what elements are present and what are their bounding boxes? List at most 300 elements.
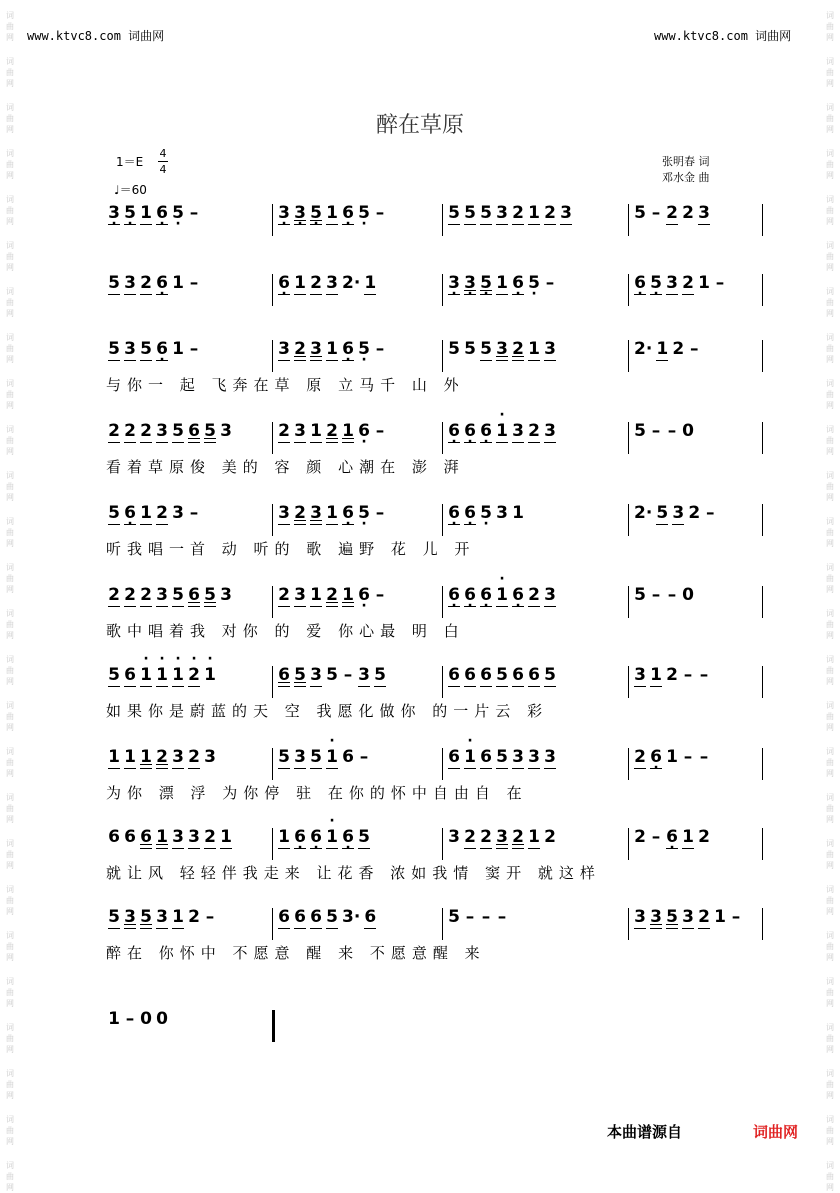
watermark-glyph: 词 曲 网 [826,793,834,824]
watermark-glyph: 词 曲 网 [826,885,834,916]
note: 2 [544,203,556,223]
note: · 6 [358,420,370,442]
note: 1 [108,1009,120,1029]
watermark-glyph: 词 曲 网 [6,333,14,364]
note: · 1 [172,664,184,686]
watermark-glyph: 词 曲 网 [826,517,834,548]
note: 3 [512,747,524,767]
note: · 5 [480,272,492,294]
note: 5 [448,339,460,359]
note: 3 [156,585,168,605]
watermark-glyph: 词 曲 网 [6,701,14,732]
barline [442,586,443,618]
note: 5 [108,273,120,293]
note: 3 [496,827,508,847]
note: 1 [172,273,184,293]
note: 1 [326,339,338,359]
barline [628,204,629,236]
note: – [706,503,715,523]
note: – [189,203,199,223]
note: 2 [204,827,216,847]
barline [272,422,273,454]
time-signature-top: 4 [159,147,167,160]
note: · 6 [512,584,524,606]
note: 3 [326,273,338,293]
note: · 1 [140,664,152,686]
measure [108,746,220,782]
note: 3 [650,907,662,927]
note: 3 [156,907,168,927]
note: 5 [172,585,184,605]
note: 6 [294,907,306,927]
note: · 6 [512,272,524,294]
watermark-glyph: 词 曲 网 [826,471,834,502]
note: 1 [278,827,290,847]
note: · 6 [358,584,370,606]
measure [634,502,720,538]
measure [278,420,390,456]
note: 1 [342,585,354,605]
watermark-glyph: 词 曲 网 [6,931,14,962]
footer-brand-link[interactable]: 词曲网 [753,1123,799,1141]
note: 2 [124,421,136,441]
watermark-glyph: 词 曲 网 [6,1115,14,1146]
note: · 5 [480,502,492,524]
note: – [731,907,741,927]
measure [108,338,204,374]
measure [278,746,374,782]
note: 3 [544,747,556,767]
note: · 3 [464,272,476,294]
watermark-glyph: 词 曲 网 [826,931,834,962]
watermark-glyph: 词 曲 网 [6,517,14,548]
note: 1 [666,747,678,767]
header-site[interactable]: 词曲网 [128,29,165,43]
note: · 6 [156,272,168,294]
note: – [699,747,709,767]
note: · 3 [278,202,290,224]
note: · 2 [188,664,200,686]
note: – [359,747,369,767]
barline [272,1010,275,1042]
barline [628,666,629,698]
note: 5 [634,203,646,223]
note: 5 [204,585,216,605]
score-row [104,1008,770,1078]
note: 2 [108,421,120,441]
note: · 6 [448,502,460,524]
note: 3 [294,747,306,767]
note: 0 [156,1009,168,1029]
watermark-glyph: 词 曲 网 [826,11,834,42]
note: 5 [108,665,120,685]
score-row [104,826,770,896]
note: – [375,503,385,523]
note: 1 [172,907,184,927]
note: 2 [464,827,476,847]
lyrics-line: 为你 漂 浮 为你停 驻 在你的怀中自由自 在 [106,784,528,802]
note: 2· [634,339,653,359]
note: – [667,585,677,605]
left-watermark-strip [0,0,20,1192]
header-url[interactable]: www.ktvc8.com [27,29,121,43]
note: · 6 [310,826,322,848]
right-watermark-strip [820,0,840,1192]
barline [442,828,443,860]
note: · 6 [342,338,354,360]
score-row [104,420,770,490]
measure [448,202,576,238]
note: 6 [124,827,136,847]
note: – [699,665,709,685]
note: 2 [698,827,710,847]
watermark-glyph: 词 曲 网 [826,563,834,594]
measure [448,502,528,538]
note: 1 [714,907,726,927]
note: 5 [278,747,290,767]
note: 1 [156,827,168,847]
watermark-glyph: 词 曲 网 [6,747,14,778]
barline [628,828,629,860]
note: 3 [294,585,306,605]
watermark-glyph: 词 曲 网 [826,609,834,640]
note: · 6 [480,584,492,606]
note: 2 [310,273,322,293]
measure [108,826,236,862]
note: 1 [310,585,322,605]
note: 3 [682,907,694,927]
note: 3 [188,827,200,847]
note: 3 [310,339,322,359]
measure [278,826,374,862]
note: 6 [448,747,460,767]
note: 1 [656,339,669,359]
score-row [104,584,770,654]
measure [448,664,560,700]
score-row [104,906,770,976]
note: 6 [342,747,354,767]
note: 5 [634,585,646,605]
note: · 3 [108,202,120,224]
note: 2 [634,827,646,847]
barline [442,340,443,372]
note: 1 [294,273,306,293]
note: 2 [188,747,200,767]
time-signature-bottom: 4 [159,163,167,176]
barline [272,274,273,306]
measure [278,338,390,374]
note: – [343,665,353,685]
barline [442,274,443,306]
note: 3 [278,339,290,359]
note: 2 [512,827,524,847]
note: 5 [544,665,556,685]
note: · 1 [496,584,508,606]
barline [272,204,273,236]
note: · 1 [326,746,338,768]
watermark-glyph: 词 曲 网 [826,977,834,1008]
note: · 3 [448,272,460,294]
note: 5 [326,665,338,685]
note: – [683,665,693,685]
note: · 6 [156,202,168,224]
measure [448,584,560,620]
note: · 6 [294,826,306,848]
note: 3 [512,421,524,441]
watermark-glyph: 词 曲 网 [6,563,14,594]
note: 3 [544,339,556,359]
key-signature: 1＝E [116,155,144,169]
measure [278,502,390,538]
note: 3 [204,747,216,767]
note: 2 [326,585,338,605]
note: 1 [172,339,184,359]
note: 3 [124,339,136,359]
note: · 6 [464,420,476,442]
note: 1 [140,747,152,767]
note: 3 [172,827,184,847]
note: 1 [326,503,338,523]
note: 1 [108,747,120,767]
watermark-glyph: 词 曲 网 [826,701,834,732]
note: 5 [204,421,216,441]
score-row [104,664,770,734]
watermark-glyph: 词 曲 网 [6,103,14,134]
watermark-glyph: 词 曲 网 [826,103,834,134]
measure [634,420,698,456]
note: 1 [140,503,152,523]
note: 6 [188,585,200,605]
measure [634,664,714,700]
time-signature [158,146,168,177]
note: 3 [698,203,710,223]
barline [628,274,629,306]
note: 2· [634,503,653,523]
watermark-glyph: 词 曲 网 [826,1023,834,1054]
note: · 6 [464,502,476,524]
note: 1 [512,503,524,523]
note: – [125,1009,135,1029]
barline [762,748,763,780]
note: 6 [124,665,136,685]
note: 3 [634,907,646,927]
header-left[interactable] [27,27,164,44]
note: 3 [666,273,678,293]
barline [628,748,629,780]
watermark-glyph: 词 曲 网 [826,655,834,686]
barline [762,422,763,454]
note: 6 [448,665,460,685]
note: 0 [140,1009,152,1029]
note: 5 [480,339,492,359]
note: – [205,907,215,927]
watermark-glyph: 词 曲 网 [6,241,14,272]
header-url[interactable]: www.ktvc8.com [654,29,748,43]
watermark-glyph: 词 曲 网 [6,839,14,870]
barline [628,340,629,372]
composer-credit: 邓水金 曲 [662,171,710,184]
note: 2 [528,585,540,605]
note: 3 [220,421,232,441]
barline [272,340,273,372]
watermark-glyph: 词 曲 网 [6,609,14,640]
lyrics-line: 如果你是蔚蓝的天 空 我愿化做你 的一片云 彩 [106,702,549,720]
watermark-glyph: 词 曲 网 [6,1069,14,1100]
barline [442,748,443,780]
note: · 3 [294,202,306,224]
barline [762,204,763,236]
measure [108,906,220,942]
watermark-glyph: 词 曲 网 [826,287,834,318]
note: 1 [528,827,540,847]
note: 5 [172,421,184,441]
note: 2 [294,503,306,523]
note: · 6 [480,420,492,442]
note: 5 [294,665,306,685]
barline [442,908,443,940]
note: 3 [310,503,322,523]
note: 5 [108,503,120,523]
note: · 6 [278,272,290,294]
note: · 5 [358,202,370,224]
note: 2 [124,585,136,605]
note: 2 [278,421,290,441]
note: 3 [560,203,572,223]
note: 1 [496,273,508,293]
note: 6 [140,827,152,847]
note: 3 [672,503,685,523]
barline [628,908,629,940]
note: 2 [666,665,678,685]
watermark-glyph: 词 曲 网 [826,379,834,410]
note: 1 [528,339,540,359]
barline [272,586,273,618]
measure [448,338,560,374]
note: 2 [688,503,701,523]
note: – [690,339,699,359]
watermark-glyph: 词 曲 网 [826,333,834,364]
note: 2· [342,273,361,293]
note: · 1 [204,664,216,686]
note: 5 [374,665,386,685]
measure [634,584,698,620]
note: 2 [512,203,524,223]
watermark-glyph: 词 曲 网 [6,1161,14,1192]
note: 5 [140,339,152,359]
note: · 5 [358,338,370,360]
note: · 6 [448,420,460,442]
note: 2 [512,339,524,359]
note: 3 [358,665,370,685]
note: 2 [156,503,168,523]
lyrics-line: 就让风 轻轻伴我走来 让花香 浓如我情 窦开 就这样 [106,864,601,882]
measure [448,746,560,782]
barline [762,908,763,940]
note: 0 [682,421,694,441]
note: – [651,203,661,223]
note: 1 [326,203,338,223]
watermark-glyph: 词 曲 网 [826,57,834,88]
header-site[interactable]: 词曲网 [755,29,792,43]
measure [448,420,560,456]
note: 1 [682,827,694,847]
note: · 6 [634,272,646,294]
watermark-glyph: 词 曲 网 [6,379,14,410]
note: – [651,421,661,441]
footer-label: 本曲谱源自 [607,1123,683,1141]
barline [442,666,443,698]
header-right[interactable] [654,27,791,44]
note: 2 [156,747,168,767]
note: 5 [108,907,120,927]
measure [108,1008,172,1044]
note: · 1 [156,664,168,686]
measure [108,502,204,538]
note: 3 [634,665,646,685]
score-row [104,202,770,272]
watermark-glyph: 词 曲 网 [6,977,14,1008]
measure [634,826,714,862]
note: – [651,585,661,605]
note: · 1 [496,420,508,442]
note: – [651,827,661,847]
barline [762,666,763,698]
measure [278,906,380,942]
measure [634,906,746,942]
watermark-glyph: 词 曲 网 [6,11,14,42]
watermark-glyph: 词 曲 网 [826,1115,834,1146]
note: 5 [108,339,120,359]
lyrics-line: 看着草原俊 美的 容 颜 心潮在 澎 湃 [106,458,465,476]
measure [448,272,560,308]
note: 3 [496,203,508,223]
note: 3· [342,907,361,927]
note: 1 [140,203,152,223]
watermark-glyph: 词 曲 网 [6,57,14,88]
note: 1 [650,665,662,685]
note: – [375,339,385,359]
note: 2 [188,907,200,927]
note: 5 [140,907,152,927]
note: 5 [464,339,476,359]
note: 6 [528,665,540,685]
barline [628,586,629,618]
measure [634,272,730,308]
lyrics-line: 听我唱一首 动 听的 歌 遍野 花 儿 开 [106,540,476,558]
note: · 6 [464,584,476,606]
note: 6 [480,747,492,767]
note: 5 [480,203,492,223]
watermark-glyph: 词 曲 网 [6,287,14,318]
barline [762,828,763,860]
note: 3 [544,585,556,605]
measure [448,826,560,862]
note: 3 [496,503,508,523]
note: 2 [294,339,306,359]
note: 3 [294,421,306,441]
note: 2 [682,273,694,293]
barline [442,504,443,536]
barline [442,204,443,236]
note: 3 [528,747,540,767]
note: 1 [528,203,540,223]
note: 6 [188,421,200,441]
watermark-glyph: 词 曲 网 [6,195,14,226]
note: 5 [634,421,646,441]
measure [108,420,236,456]
watermark-glyph: 词 曲 网 [826,1069,834,1100]
note: 3 [172,747,184,767]
